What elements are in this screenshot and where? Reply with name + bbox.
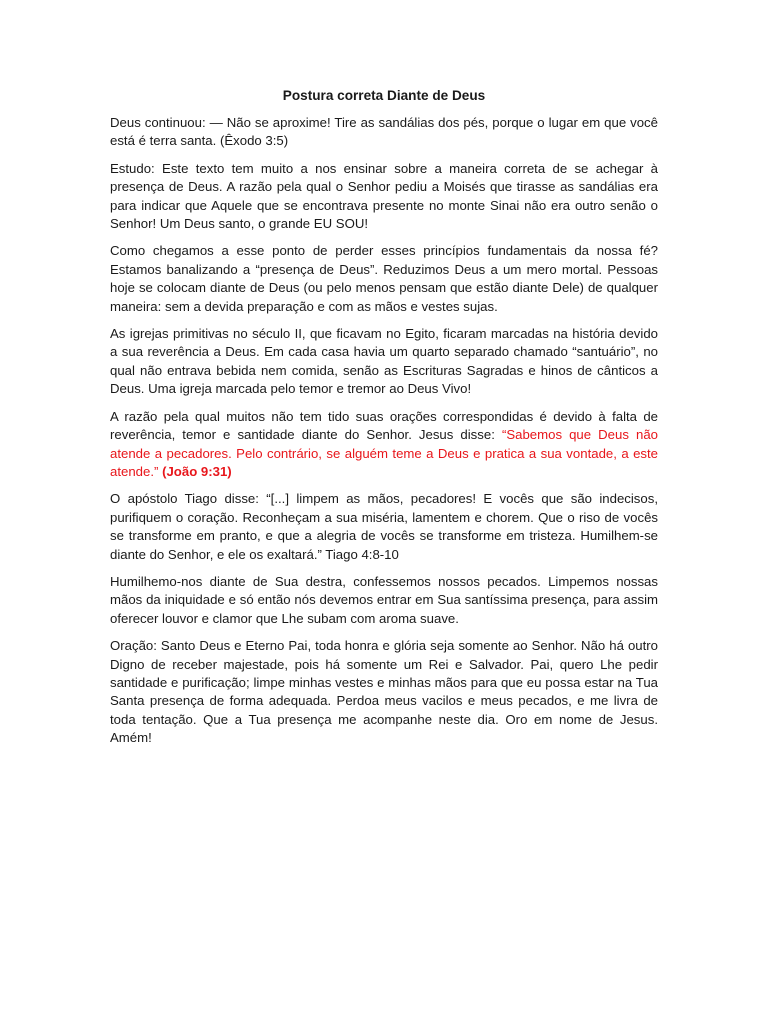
paragraph-prayers-text: A razão pela qual muitos não tem tido suas orações correspondidas é devido à falta de reverência, temor e santidade diante do Senhor. Jesus disse: [110,408,658,443]
paragraph-study: Estudo: Este texto tem muito a nos ensinar sobre a maneira correta de se achegar à presença de Deus. A razão pela qual o Senhor pediu a Moisés que tirasse as sandálias era para indicar que Aquele que se encontrava presente no monte Sinai não era outro senão o Senhor! Um Deus santo, o grande EU SOU! [110,160,658,232]
paragraph-prayers-reverence [110,408,658,482]
paragraph-james: O apóstolo Tiago disse: “[...] limpem as mãos, pecadores! E vocês que são indecisos, purifiquem o coração. Reconheçam a sua miséria, lamentem e chorem. Que o riso de vocês se transforme em pranto, e que a alegria de vocês se transforme em tristeza. Humilhem-se diante do Senhor, e ele os exaltará.” Tiago 4:8-10 [110,491,658,562]
paragraph-early-churches: As igrejas primitivas no século II, que ficavam no Egito, ficaram marcadas na história devido a sua reverência a Deus. Em cada casa havia um quarto separado chamado “santuário”, no qual não entrava bebida nem comida, senão as Escrituras Sagradas e hinos de cânticos a Deus. Uma igreja marcada pelo temor e tremor ao Deus Vivo! [110,326,658,397]
paragraph-scripture-exodus: Deus continuou: — Não se aproxime! Tire as sandálias dos pés, porque o lugar em que você está é terra santa. (Êxodo 3:5) [110,115,658,149]
document-page [110,86,658,757]
jesus-quote-reference: (João 9:31) [162,463,232,479]
paragraph-question: Como chegamos a esse ponto de perder esses princípios fundamentais da nossa fé? Estamos banalizando a “presença de Deus”. Reduzimos Deus a um mero mortal. Pessoas hoje se colocam diante de Deus (ou pelo menos pensam que estão diante Dele) de qualquer maneira: sem a devida preparação e com as mãos e vestes sujas. [110,243,658,314]
paragraph-prayer: Oração: Santo Deus e Eterno Pai, toda honra e glória seja somente ao Senhor. Não há outro Digno de receber majestade, pois há somente um Rei e Salvador. Pai, quero Lhe pedir santidade e purificação; limpe minhas vestes e minhas mãos para que eu possa estar na Tua Santa presença de forma adequada. Perdoa meus vacilos e meus pecados, e me livra de toda tentação. Que a Tua presença me acompanhe neste dia. Oro em nome de Jesus. Amém! [110,638,658,746]
paragraph-humble: Humilhemo-nos diante de Sua destra, confessemos nossos pecados. Limpemos nossas mãos da iniquidade e só então nós devemos entrar em Sua santíssima presença, para assim oferecer louvor e clamor que Lhe subam com aroma suave. [110,573,658,626]
jesus-quote: “Sabemos que Deus não atende a pecadores. Pelo contrário, se alguém teme a Deus e pratica a sua vontade, a este atende.” [110,427,658,479]
document-title: Postura correta Diante de Deus [282,88,486,103]
